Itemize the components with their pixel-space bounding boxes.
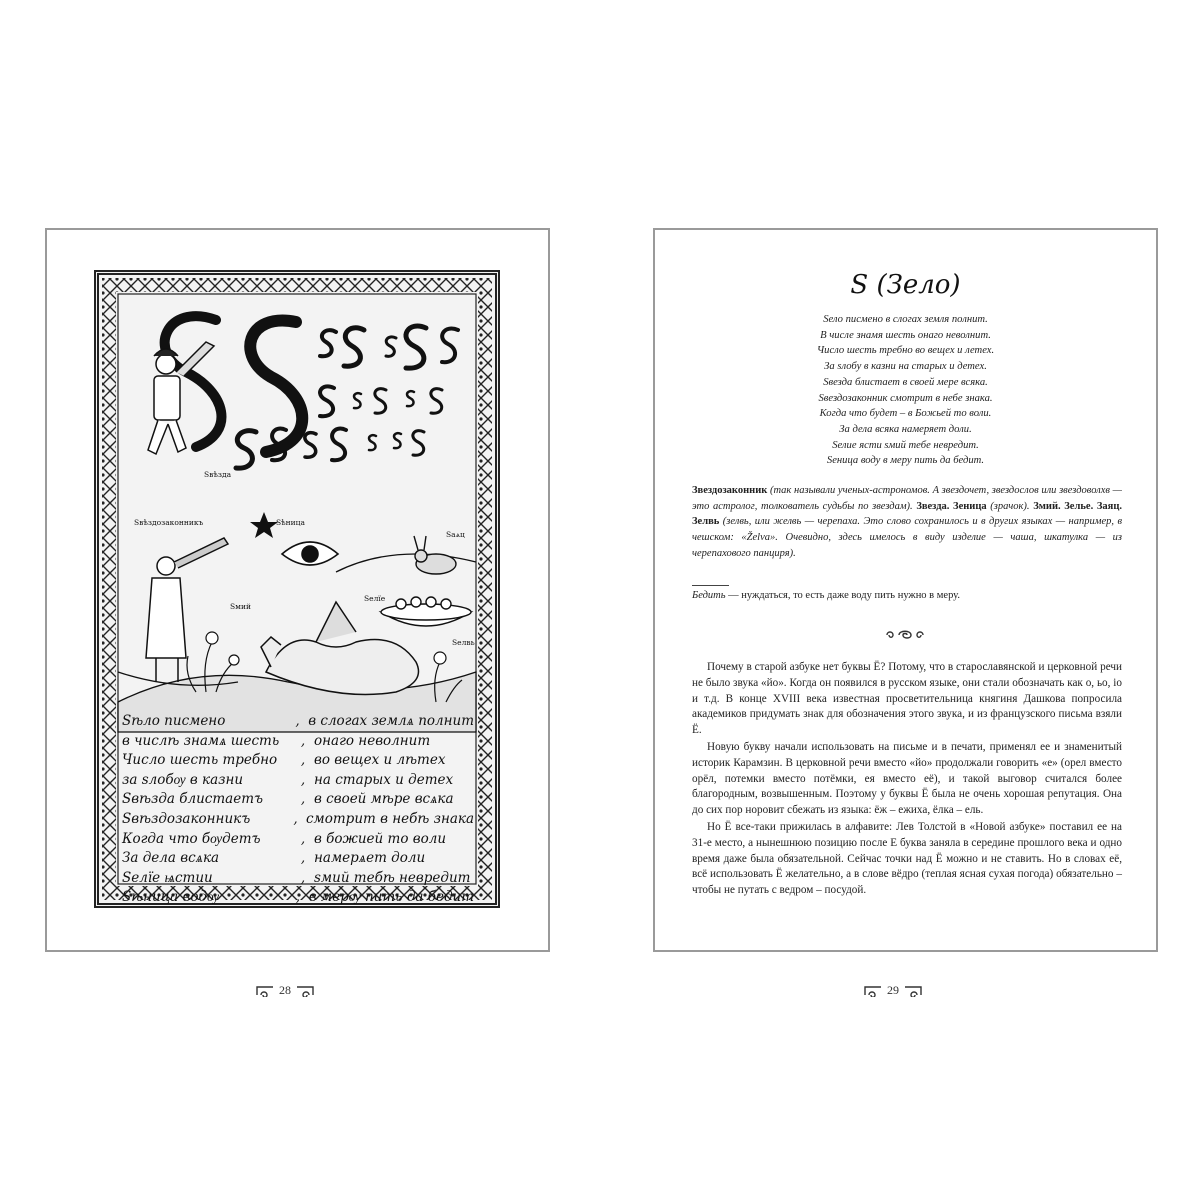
label-serpent: Ѕмий: [230, 602, 251, 611]
verse-comma: ,: [295, 713, 300, 729]
page-number-right: [863, 983, 923, 998]
note-text-2: (зрачок).: [986, 500, 1034, 512]
verse-line: [122, 732, 474, 752]
page-ornament-icon: [255, 985, 275, 997]
note-term-1: Звездозаконник: [692, 485, 768, 496]
footnote-rule: [692, 585, 729, 586]
page-ornament-icon: [863, 985, 883, 997]
poem-line: За дела всяка намеряет доли.: [839, 423, 972, 435]
verse-line-left: Ѕвѣзда блистаетъ: [122, 791, 264, 808]
verse-comma: ,: [300, 869, 306, 886]
page-number-text: 28: [279, 983, 291, 997]
verse-line-left: Когда что бѹдетъ: [122, 830, 261, 847]
verse-line-right: намерѧет доли: [314, 850, 426, 867]
verse-line: [122, 830, 474, 850]
body-paragraph: Почему в старой азбуке нет буквы Ё? Потому, что в старославянской и церковной речи не было звука «йо». Когда он появился в русском языке, они стали обозначать как о, ьо, io и т.д. В конце XVIII века известная просветительница княгиня Дашкова попросила академиков придумать знак для обозначения этого звука, и из французского письма взяли Ё.: [692, 661, 1122, 737]
eye-drawing: [282, 542, 338, 565]
verse-line-right: во вещех и лѣтех: [314, 752, 446, 769]
verse-line: [122, 771, 474, 791]
footnote-text: — нуждаться, то есть даже воду пить нужно в меру.: [725, 590, 961, 601]
verse-line-left: Число шесть требно: [122, 752, 278, 769]
verse-line-left: Ѕелїе ѩстии: [122, 869, 213, 886]
poem-line: Ѕвезда блистает в своей мере всяка.: [823, 376, 988, 388]
footnote: [692, 590, 1122, 601]
page-ornament-icon: [295, 985, 315, 997]
page-number-left: [255, 983, 315, 998]
verse-line: [122, 751, 474, 771]
poem-line: В числе знамя шесть онаго неволнит.: [820, 329, 991, 341]
verse-line-right: на старых и детех: [314, 771, 454, 788]
verse-line-left: За дела всѧка: [122, 850, 220, 867]
hare-drawing: [414, 536, 456, 574]
verse-comma: ,: [300, 830, 306, 847]
verse-line-right: ѕмий тебѣ невредит: [314, 869, 471, 886]
poem-line: Число шесть требно во вещех и летех.: [816, 345, 995, 357]
verse-line-left: за ѕлобѹ в казни: [122, 771, 244, 788]
page-number-text: 29: [887, 983, 899, 997]
verse-line-right: смотрит в небѣ знака: [306, 810, 474, 827]
verse-line-right: в своей мѣре всѧка: [314, 791, 454, 808]
verse-comma: ,: [300, 732, 306, 749]
swirl-divider-icon: [883, 628, 927, 642]
horn-player-figure: [148, 342, 214, 454]
verse-comma: ,: [295, 889, 301, 906]
body-text: [692, 660, 1122, 900]
label-star: Ѕвѣзда: [204, 470, 232, 479]
bowl-drawing: [381, 597, 471, 626]
verse-line-right: в божией то воли: [314, 830, 447, 847]
verse-comma: ,: [300, 752, 306, 769]
verse-line-right: в мерѹ пить да бедит: [308, 889, 474, 906]
verse-comma: ,: [300, 850, 306, 867]
body-paragraph: Новую букву начали использовать на письме и в печати, применял ее и знаменитый историк Карамзин. В церковной речи вместо «йо» продолжали говорить «е» (орел вместо орёл, потемки вместо потёмки, ея вместо её), и такой выговор считался более благородным, возвышенным. Поэтому у буквы Ё была не очень хорошая репутация. Она до сих пор норовит сбежать из языка: ёж – ежиха, ёлка – ель.: [692, 740, 1122, 817]
verse-line-left: Ѕвѣздозаконникъ: [122, 810, 251, 827]
verse-line: [122, 790, 474, 810]
verse-line-left: в числѣ знамѧ шесть: [122, 732, 280, 749]
note-term-2: Звезда. Зеница: [916, 500, 987, 512]
verse-line-left: Ѕѣло пиcмено: [122, 713, 226, 729]
old-verse-text: [122, 712, 474, 908]
label-hare: Ѕаѧц: [446, 530, 465, 539]
vocabulary-notes: [692, 483, 1122, 562]
verse-line: [122, 888, 474, 908]
footnote-word: Бедить: [692, 590, 726, 601]
verse-line: [122, 849, 474, 869]
letter-variants-ornament: [165, 316, 458, 468]
label-astronomer: Ѕвѣздозаконникъ: [134, 518, 204, 527]
left-page: [45, 228, 550, 952]
verse-line-right: онаго неволнит: [314, 732, 431, 749]
verse-comma: ,: [300, 791, 306, 808]
verse-line: [122, 869, 474, 889]
verse-line-right: в cлогах землѧ полнит: [308, 713, 474, 729]
poem: [655, 312, 1156, 469]
poem-line: Ѕелие ясти ѕмий тебе невредит.: [832, 439, 979, 451]
verse-line-left: Ѕѣница водѹ: [122, 889, 220, 906]
verse-comma: ,: [300, 771, 306, 788]
poem-line: Ѕвездозаконник смотрит в небе знака.: [818, 392, 993, 404]
label-eye: Ѕѣница: [276, 518, 305, 527]
poem-line: Ѕеница воду в меру пить да бедит.: [826, 455, 985, 467]
verse-line: [122, 810, 474, 830]
verse-comma: ,: [293, 810, 298, 827]
poem-line: За ѕлобу в казни на старых и детех.: [824, 361, 987, 373]
label-herb: Ѕелїе: [364, 594, 386, 603]
verse-line: [122, 712, 474, 732]
note-term-3: Змий. Зелье. Заяц. Зелвь: [692, 500, 1122, 528]
note-text-3: (зелвь, или желвь — черепаха. Это слово сохранилось и в других языках — например, в чешском: «Želva». Очевидно, здесь имелось в виду изделие — чаша, шкатулка — из черепахового панциря).: [692, 516, 1122, 559]
poem-line: Когда что будет – в Божьей то воли.: [819, 408, 992, 420]
letter-heading: Ѕ (Зело): [850, 270, 961, 300]
star-drawing: [250, 512, 278, 538]
note-text-1: (так называли ученых-астрономов. А звездочет, звездослов или звездоволхв — это астролог, толкователь судьбы по звездам).: [692, 485, 1122, 512]
page-ornament-icon: [903, 985, 923, 997]
body-paragraph: Но Ё все-таки прижилась в алфавите: Лев Толстой в «Новой азбуке» поставил ее на 31-е место, а нынешнюю позицию после Е буква заняла в середине прошлого века и одно время даже была обязательной. Сейчас точки над Ё можно и не ставить. Но в словах её, всё использовать Ё желательно, а в слове вёдро (теплая ясная сухая погода) обязательно – чтобы не путать с ведром – посудой.: [692, 820, 1122, 897]
label-bowl: Ѕелвь: [452, 638, 475, 647]
right-page: [653, 228, 1158, 952]
poem-line: Ѕело писмено в слогах земля полнит.: [823, 314, 988, 325]
woodcut-illustration: [94, 270, 500, 908]
